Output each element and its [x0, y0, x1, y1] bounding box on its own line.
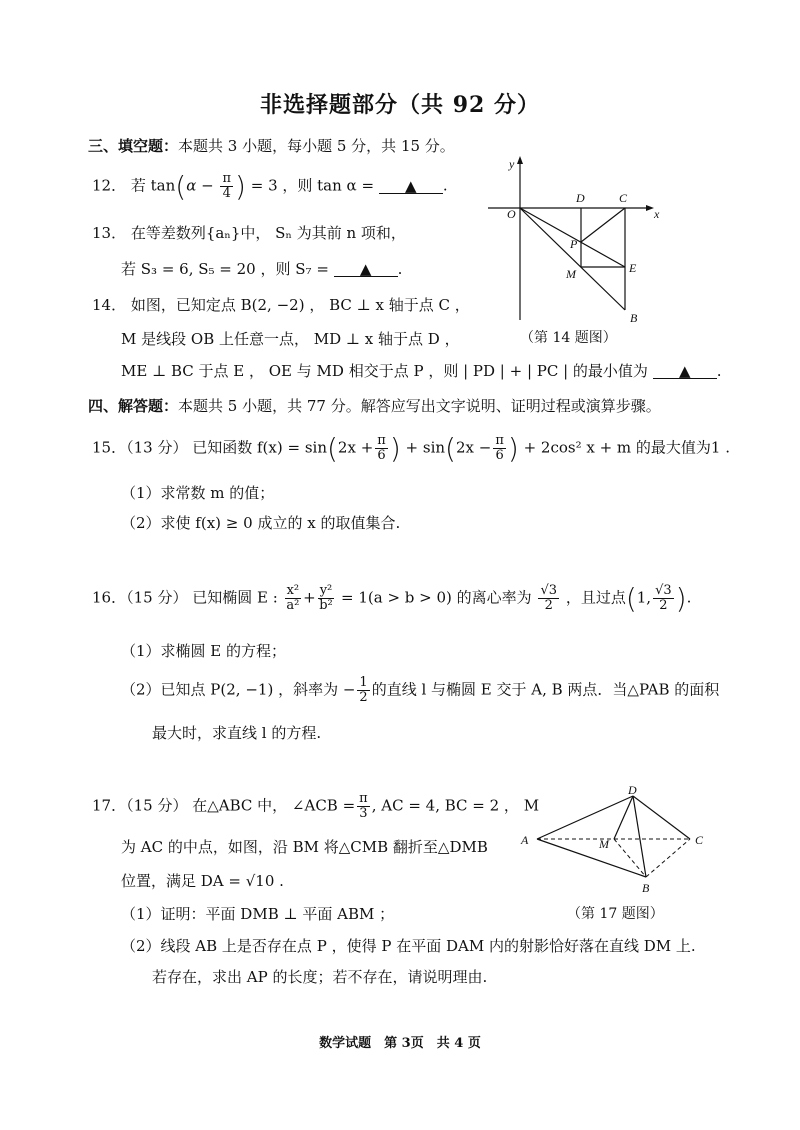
q14-figure	[480, 150, 680, 330]
q16-p2-pre: （2）已知点 P(2, −1) ，斜率为 −	[121, 680, 356, 699]
question-14	[92, 294, 470, 315]
q15-frac1-num: π	[377, 433, 386, 448]
q17-figure-caption: （第 17 题图）	[567, 906, 664, 922]
q15-frac2	[493, 434, 506, 463]
label-y: y	[509, 157, 515, 171]
q15-mid: + sin	[405, 438, 446, 457]
q17-part1: （1）证明：平面 DMB ⊥ 平面 ABM ；	[121, 905, 395, 923]
label-M: M	[599, 837, 609, 851]
q17-figure	[515, 782, 715, 897]
section-4	[88, 395, 661, 416]
q12-stem: 若 tan	[130, 176, 176, 195]
q17-stem-pre: 在△ABC 中， ∠ACB =	[192, 796, 356, 815]
q14-line2: M 是线段 OB 上任意一点， MD ⊥ x 轴于点 D ，	[121, 330, 460, 348]
q17-score: （15 分）	[126, 796, 188, 815]
question-13	[92, 222, 406, 243]
q16-point-pre: ，且过点	[565, 588, 626, 607]
question-14-line3	[121, 360, 722, 381]
q15-frac2-num: π	[495, 433, 504, 448]
q15-frac1-den: 6	[377, 448, 386, 463]
segment-PC	[581, 208, 625, 242]
q15-score: （13 分）	[126, 438, 188, 457]
q12-fraction	[220, 172, 233, 201]
section-3-heading: 三、填空题：	[88, 137, 179, 155]
q16-number: 16．	[92, 588, 127, 607]
label-D: D	[628, 783, 637, 797]
q16-frac-y-den: b²	[319, 598, 333, 613]
q15-frac1	[375, 434, 388, 463]
q16-ecc	[538, 584, 559, 613]
section-4-heading: 四、解答题：	[88, 397, 179, 415]
question-15: 15．（13 分） 已知函数 f(x) = sin(2x + $\frac{\pi}{6}$ ) + sin(2x − $\frac{\pi}{6}$ ) + 2cos² x + m 的最大值为1 .	[92, 432, 731, 465]
q12-stem-post: = 3 ，则 tan α =	[250, 176, 375, 195]
q16-p2-post: 的直线 l 与椭圆 E 交于 A, B 两点．当△PAB 的面积	[371, 680, 720, 699]
question-12: 12． 若 tan(α − $\frac{\pi}{4}$ ) = 3 ，则 tan α = ▲ .	[92, 170, 448, 203]
edge-BC	[646, 839, 690, 877]
q15-stem-pre: 已知函数 f(x) = sin	[192, 438, 327, 457]
question-13-line2	[121, 258, 402, 279]
page-title: 非选择题部分（共 92 分）	[260, 92, 540, 118]
label-P: P	[570, 237, 578, 251]
label-D: D	[576, 191, 585, 205]
label-E: E	[629, 261, 637, 275]
q17-part2-line2: 若存在，求出 AP 的长度；若不存在，请说明理由.	[152, 968, 488, 986]
label-C: C	[695, 833, 704, 847]
q13-line2: 若 S₃ = 6, S₅ = 20 ，则 S₇ =	[121, 260, 329, 278]
q16-plus: +	[303, 588, 316, 607]
q13-line1: 在等差数列{aₙ}中， Sₙ 为其前 n 项和，	[130, 224, 406, 242]
question-17	[92, 792, 539, 821]
label-B: B	[642, 881, 650, 895]
q16-slope	[357, 676, 369, 705]
segment-OB	[520, 208, 625, 310]
x-axis-arrow	[646, 205, 654, 211]
q16-slope-num: 1	[359, 675, 368, 690]
q12-frac-den: 4	[222, 186, 231, 201]
q14-figure-caption: （第 14 题图）	[520, 330, 617, 346]
q17-stem-post: , AC = 4, BC = 2 ， M	[371, 796, 540, 815]
q13-answer-blank: ▲	[334, 262, 398, 277]
q12-frac-num: π	[222, 171, 232, 186]
q17-number: 17．	[92, 796, 127, 815]
q16-part1: （1）求椭圆 E 的方程；	[121, 642, 287, 660]
q15-frac2-den: 6	[495, 448, 504, 463]
q16-slope-den: 2	[359, 690, 368, 705]
q16-frac-x	[285, 584, 302, 613]
q17-line3: 位置，满足 DA = √10 .	[121, 872, 284, 890]
q17-line2: 为 AC 的中点，如图，沿 BM 将△CMB 翻折至△DMB	[121, 838, 488, 856]
q14-line1: 如图，已知定点 B(2, −2) ， BC ⊥ x 轴于点 C ，	[130, 296, 470, 314]
q15-number: 15．	[92, 438, 127, 457]
q17-angle-frac	[357, 792, 370, 821]
q16-point-y	[653, 584, 674, 613]
q16-part2	[121, 676, 719, 705]
q12-answer-blank: ▲	[379, 179, 443, 194]
q16-ecc-den: 2	[544, 598, 553, 613]
q13-number: 13．	[92, 224, 127, 242]
q16-stem-pre: 已知椭圆 E :	[192, 588, 278, 607]
q15-stem-post: + 2cos² x + m 的最大值为1 .	[523, 438, 731, 457]
label-A: A	[521, 833, 529, 847]
section-3	[88, 135, 455, 156]
q13-end: .	[397, 260, 403, 278]
page-footer: 数学试题 第 3页 共 4 页	[319, 1036, 481, 1051]
q12-alpha: α −	[186, 176, 214, 195]
q17-angle-den: 3	[359, 806, 368, 821]
q16-frac-y-num: y²	[319, 583, 333, 598]
q12-number: 12．	[92, 176, 127, 195]
question-16: 16．（15 分） 已知椭圆 E : $\frac{\text{x²}}{\text{a²}}$ + $\frac{\text{y²}}{\text{b²}}$ = 1(a > b > 0) 的离心率为 $\frac{√3}{2}$ ，且过点(1, $\frac{√3}{2}$ ).	[92, 582, 692, 615]
q16-part2-line2: 最大时，求直线 l 的方程.	[152, 724, 322, 742]
q16-frac-x-num: x²	[286, 583, 300, 598]
q14-line3: ME ⊥ BC 于点 E ， OE 与 MD 相交于点 P ，则 | PD | + | PC | 的最小值为	[121, 362, 648, 380]
q15-part1: （1）求常数 m 的值；	[121, 484, 275, 502]
q16-point-y-num: √3	[655, 583, 672, 598]
q15-part2: （2）求使 f(x) ≥ 0 成立的 x 的取值集合.	[121, 514, 401, 532]
q12-end: .	[442, 176, 448, 195]
q16-cond: = 1(a > b > 0) 的离心率为	[341, 588, 532, 607]
section-3-desc: 本题共 3 小题，每小题 5 分，共 15 分。	[178, 137, 455, 155]
edge-DB	[633, 796, 646, 877]
q16-point-x: 1,	[636, 588, 652, 607]
q16-frac-y	[318, 584, 335, 613]
edge-AD	[537, 796, 633, 839]
q15-arg2: 2x −	[455, 438, 492, 457]
q17-part2: （2）线段 AB 上是否存在点 P ，使得 P 在平面 DAM 内的射影恰好落在直线 DM 上.	[121, 937, 696, 955]
q14-end: .	[716, 362, 722, 380]
q16-score: （15 分）	[126, 588, 188, 607]
q16-frac-x-den: a²	[286, 598, 300, 613]
q16-end: .	[686, 588, 692, 607]
q14-answer-blank: ▲	[653, 364, 717, 379]
y-axis-arrow	[517, 156, 523, 164]
edge-DC	[633, 796, 690, 839]
label-C: C	[619, 191, 628, 205]
edge-DM	[614, 796, 633, 839]
q16-point-y-den: 2	[659, 598, 668, 613]
q15-arg1: 2x +	[337, 438, 374, 457]
q17-angle-num: π	[359, 791, 368, 806]
label-x: x	[654, 207, 660, 221]
label-M: M	[566, 267, 576, 281]
section-4-desc: 本题共 5 小题，共 77 分。解答应写出文字说明、证明过程或演算步骤。	[178, 397, 661, 415]
label-B: B	[630, 311, 638, 325]
q16-ecc-num: √3	[540, 583, 558, 598]
label-O: O	[507, 207, 516, 221]
q14-number: 14．	[92, 296, 127, 314]
